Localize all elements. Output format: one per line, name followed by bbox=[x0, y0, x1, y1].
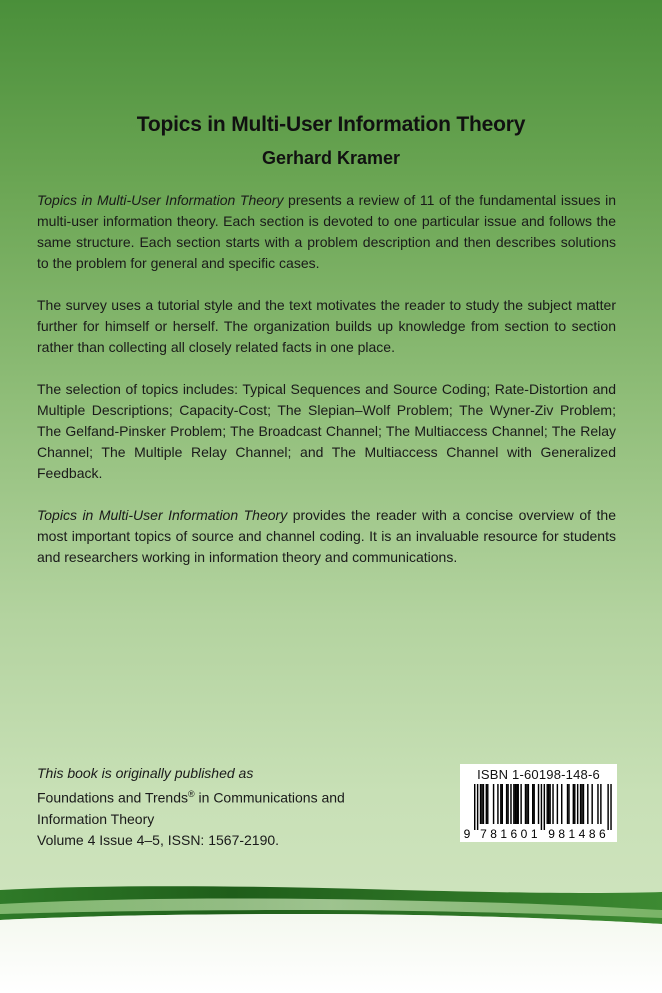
publication-line-2: Foundations and Trends® in Communications and bbox=[37, 789, 345, 806]
barcode-bar bbox=[520, 784, 521, 824]
barcode-bar bbox=[526, 784, 527, 824]
description-paragraph-4 bbox=[37, 505, 616, 568]
barcode-bar bbox=[493, 784, 494, 824]
barcode-bar bbox=[577, 784, 578, 824]
barcode-bar bbox=[502, 784, 503, 824]
barcode-graphic bbox=[463, 784, 614, 840]
barcode-bar bbox=[483, 784, 484, 824]
barcode-bar bbox=[573, 784, 574, 824]
barcode-bar bbox=[516, 784, 517, 824]
barcode-bar bbox=[607, 784, 608, 830]
barcode-bar bbox=[480, 784, 481, 824]
barcode-bar bbox=[515, 784, 516, 824]
book-author: Gerhard Kramer bbox=[261, 148, 401, 168]
barcode-bar bbox=[580, 784, 581, 824]
paragraph-1-book-title: Topics in Multi-User Information Theory bbox=[37, 192, 284, 208]
description-text bbox=[37, 190, 616, 568]
barcode-bar bbox=[538, 784, 539, 824]
isbn-barcode bbox=[460, 764, 617, 842]
description-paragraph-1 bbox=[37, 190, 616, 274]
barcode-bar bbox=[528, 784, 529, 824]
barcode-bar bbox=[477, 784, 478, 830]
barcode-bar bbox=[574, 784, 575, 824]
paragraph-4-text: provides the reader with a concise overview of the most important topics of source and channel coding. It is an invaluable resource for students and researchers working in information theory and communications. bbox=[37, 507, 616, 565]
barcode-bar bbox=[486, 784, 487, 824]
barcode-bar bbox=[557, 784, 558, 824]
barcode-bar bbox=[532, 784, 533, 824]
publication-line-3: Information Theory bbox=[37, 810, 155, 827]
barcode-digit: 9 bbox=[548, 827, 555, 840]
barcode-bar bbox=[547, 784, 548, 824]
barcode-bar bbox=[597, 784, 598, 824]
book-title: Topics in Multi-User Information Theory bbox=[136, 113, 526, 136]
barcode-bar bbox=[481, 784, 482, 824]
barcode-digit: 6 bbox=[510, 827, 518, 840]
barcode-bar bbox=[581, 784, 582, 824]
barcode-digit: 9 bbox=[463, 827, 471, 840]
barcode-bar bbox=[587, 784, 588, 824]
barcode-bar bbox=[567, 784, 568, 824]
barcode-digit: 1 bbox=[530, 827, 538, 840]
barcode-bar bbox=[549, 784, 550, 824]
description-paragraph-3: The selection of topics includes: Typical Sequences and Source Coding; Rate-Distortion and Multiple Descriptions; Capacity-Cost; The Slepian–Wolf Problem; The Wyner-Ziv Problem; The Gelfand-Pinsker Problem; The Broadcast Channel; The Multiaccess Channel; The Relay Channel; The Multiple Relay Channel; and The Multiaccess Channel with Generalized Feedback. bbox=[37, 381, 616, 481]
barcode-bar bbox=[561, 784, 562, 824]
registered-mark: ® bbox=[188, 789, 195, 799]
barcode-bar bbox=[518, 784, 519, 824]
barcode-digit: 4 bbox=[578, 827, 586, 840]
barcode-bar bbox=[507, 784, 508, 824]
barcode-bar bbox=[591, 784, 592, 824]
barcode-bar bbox=[497, 784, 498, 824]
decorative-swoosh bbox=[0, 868, 662, 993]
description-paragraph-2: The survey uses a tutorial style and the text motivates the reader to study the subject matter further for himself or herself. The organization builds up knowledge from section to section rather than collecting all closely related facts in one place. bbox=[37, 297, 616, 355]
barcode-bar bbox=[610, 784, 611, 830]
barcode-bar bbox=[513, 784, 514, 824]
barcode-digit: 6 bbox=[598, 827, 606, 840]
barcode-digit: 7 bbox=[480, 827, 487, 840]
barcode-digit: 8 bbox=[558, 827, 566, 840]
isbn-label: ISBN 1-60198-148-6 bbox=[477, 767, 600, 782]
barcode-bar bbox=[533, 784, 534, 824]
barcode-digit: 1 bbox=[500, 827, 508, 840]
barcode-digit: 0 bbox=[520, 827, 528, 840]
barcode-digit: 8 bbox=[490, 827, 497, 840]
barcode-bar bbox=[568, 784, 569, 824]
barcode-digit: 1 bbox=[568, 827, 576, 840]
barcode-bar bbox=[600, 784, 601, 824]
barcode-bar bbox=[510, 784, 511, 824]
barcode-bar bbox=[541, 784, 542, 830]
barcode-bar bbox=[544, 784, 545, 830]
publication-line-1: This book is originally published as bbox=[37, 765, 254, 781]
barcode-bar bbox=[525, 784, 526, 824]
barcode-bar bbox=[583, 784, 584, 824]
barcode-bar bbox=[548, 784, 549, 824]
barcode-bar bbox=[552, 784, 553, 824]
paragraph-4-book-title: Topics in Multi-User Information Theory bbox=[37, 507, 288, 523]
barcode-bar bbox=[500, 784, 501, 824]
publication-line-4: Volume 4 Issue 4–5, ISSN: 1567-2190. bbox=[37, 831, 280, 848]
paragraph-1-text: presents a review of 11 of the fundamental issues in multi-user information theory. Each section is devoted to one particular issue and follows the same structure. Each section starts with a problem description and then describes solutions to the problem for general and specific cases. bbox=[37, 192, 616, 271]
barcode-bar bbox=[487, 784, 488, 824]
publication-info bbox=[37, 763, 345, 851]
barcode-bar bbox=[506, 784, 507, 824]
barcode-bar bbox=[474, 784, 475, 830]
barcode-digit: 8 bbox=[588, 827, 596, 840]
